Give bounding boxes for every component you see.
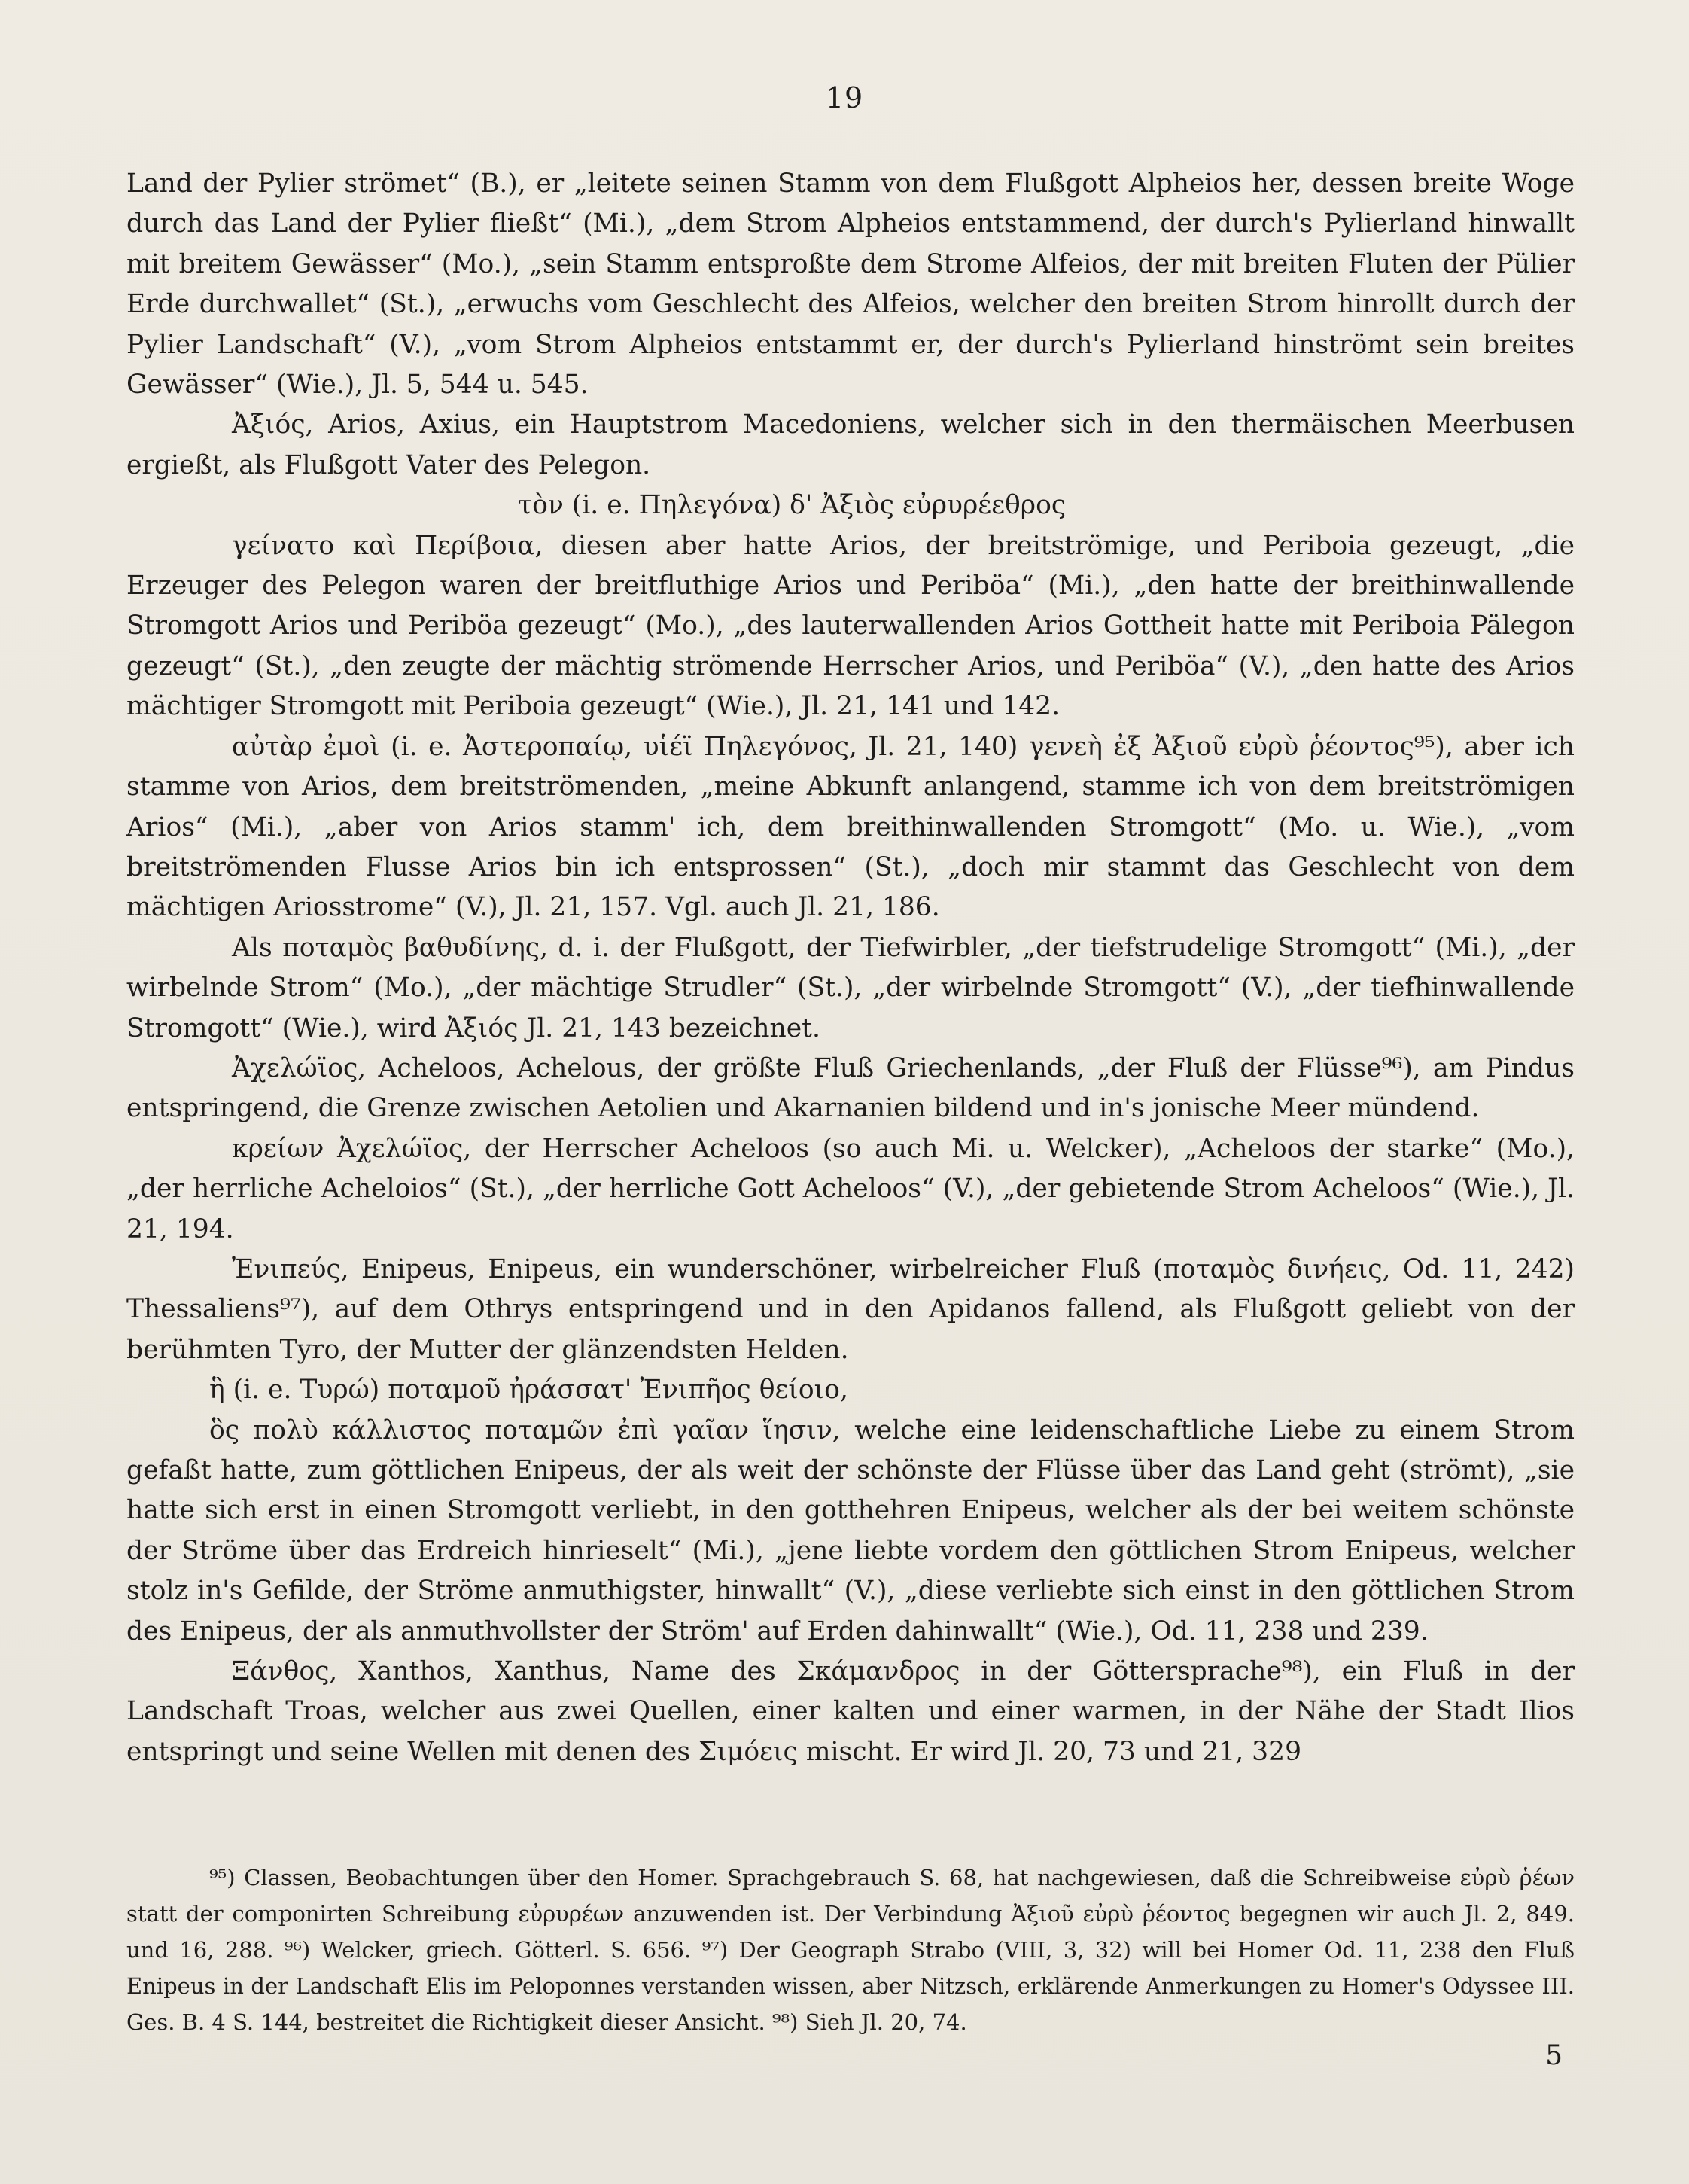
paragraph: γείνατο καὶ Περίβοια, diesen aber hatte Arios, der breitströmige, und Periboia gezeugt, „die Erzeuger des Pelegon waren der breitfluthige Arios und Periböa“ (Mi.), „den hatte der breithinwallende Stromgott Arios und Periböa gezeugt“ (Mo.), „des lauterwallenden Arios Gottheit hatte mit Periboia Pälegon gezeugt“ (St.), „den zeugte der mächtig strömende Herrscher Arios, und Periböa“ (V.), „den hatte des Arios mächtiger Stromgott mit Periboia gezeugt“ (Wie.), Jl. 21, 141 und 142. (126, 530, 1575, 722)
paragraph: Als ποταμὸς βαθυδίνης, d. i. der Flußgott, der Tiefwirbler, „der tiefstrudelige Stromgott“ (Mi.), „der wirbelnde Strom“ (Mo.), „der mächtige Strudler“ (St.), „der wirbelnde Stromgott“ (V.), „der tiefhinwallende Stromgott“ (Wie.), wird Ἀξιός Jl. 21, 143 bezeichnet. (126, 932, 1575, 1043)
paragraph: κρείων Ἀχελώϊος, der Herrscher Acheloos (so auch Mi. u. Welcker), „Acheloos der starke“ (Mo.), „der herrliche Acheloios“ (St.), „der herrliche Gott Acheloos“ (V.), „der gebietende Strom Acheloos“ (Wie.), Jl. 21, 194. (126, 1133, 1575, 1244)
signature-mark: 5 (1545, 2040, 1563, 2071)
greek-verse: τὸν (i. e. Πηλεγόνα) δ' Ἀξιὸς εὐρυρέεθρος (518, 490, 1067, 521)
paragraph: Land der Pylier strömet“ (B.), er „leitete seinen Stamm von dem Flußgott Alpheios her, dessen breite Woge durch das Land der Pylier fließt“ (Mi.), „dem Strom Alpheios entstammend, der durch's Pylierland hinwallt mit breitem Gewässer“ (Mo.), „sein Stamm entsproßte dem Strome Alfeios, der mit breiten Fluten der Pülier Erde durchwallet“ (St.), „erwuchs vom Geschlecht des Alfeios, welcher den breiten Strom hinrollt durch der Pylier Landschaft“ (V.), „vom Strom Alpheios entstammt er, der durch's Pylierland hinströmt sein breites Gewässer“ (Wie.), Jl. 5, 544 u. 545. (126, 169, 1575, 401)
greek-verse: ἣ (i. e. Τυρώ) ποταμοῦ ἠράσσατ' Ἐνιπῆος θείοιο, (209, 1375, 848, 1406)
page-number: 19 (825, 81, 864, 114)
main-text (126, 164, 1575, 1772)
paragraph: Ξάνθος, Xanthos, Xanthus, Name des Σκάμανδρος in der Göttersprache⁹⁸), ein Fluß in der Landschaft Troas, welcher aus zwei Quellen, einer kalten und einer warmen, in der Nähe der Stadt Ilios entspringt und seine Wellen mit denen des Σιμόεις mischt. Er wird Jl. 20, 73 und 21, 329 (126, 1656, 1575, 1767)
footnotes (126, 1860, 1575, 2040)
paragraph: Ἀξιός, Arios, Axius, ein Hauptstrom Macedoniens, welcher sich in den thermäischen Meerbusen ergießt, als Flußgott Vater des Pelegon. (126, 410, 1575, 480)
paragraph: ὃς πολὺ κάλλιστος ποταμῶν ἐπὶ γαῖαν ἵησιν, welche eine leidenschaftliche Liebe zu einem Strom gefaßt hatte, zum göttlichen Enipeus, der als weit der schönste der Flüsse über das Land geht (strömt), „sie hatte sich erst in einen Stromgott verliebt, in den gotthehren Enipeus, welcher als der bei weitem schönste der Ströme über das Erdreich hinrieselt“ (Mi.), „jene liebte vordem den göttlichen Strom Enipeus, welcher stolz in's Gefilde, der Ströme anmuthigster, hinwallt“ (V.), „diese verliebte sich einst in den göttlichen Strom des Enipeus, der als anmuthvollster der Ström' auf Erden dahinwallt“ (Wie.), Od. 11, 238 und 239. (126, 1415, 1575, 1646)
paragraph: Ἀχελώϊος, Acheloos, Achelous, der größte Fluß Griechenlands, „der Fluß der Flüsse⁹⁶), am Pindus entspringend, die Grenze zwischen Aetolien und Akarnanien bildend und in's jonische Meer mündend. (126, 1052, 1575, 1124)
footnote-text: ⁹⁵) Classen, Beobachtungen über den Homer. Sprachgebrauch S. 68, hat nachgewiesen, daß die Schreibweise εὐρὺ ῥέων statt der componirten Schreibung εὐρυρέων anzuwenden ist. Der Verbindung Ἀξιοῦ εὐρὺ ῥέοντος begegnen wir auch Jl. 2, 849. und 16, 288. ⁹⁶) Welcker, griech. Götterl. S. 656. ⁹⁷) Der Geograph Strabo (VIII, 3, 32) will bei Homer Od. 11, 238 den Fluß Enipeus in der Landschaft Elis im Peloponnes verstanden wissen, aber Nitzsch, erklärende Anmerkungen zu Homer's Odyssee III. Ges. B. 4 S. 144, bestreitet die Richtigkeit dieser Ansicht. ⁹⁸) Sieh Jl. 20, 74. (126, 1865, 1575, 2035)
paragraph: Ἐνιπεύς, Enipeus, Enipeus, ein wunderschöner, wirbelreicher Fluß (ποταμὸς δινήεις, Od. 11, 242) Thessaliens⁹⁷), auf dem Othrys entspringend und in den Apidanos fallend, als Flußgott geliebt von der berühmten Tyro, der Mutter der glänzendsten Helden. (126, 1253, 1575, 1365)
paragraph: αὐτὰρ ἐμοὶ (i. e. Ἀστεροπαίῳ, υἱέϊ Πηλεγόνος, Jl. 21, 140) γενεὴ ἐξ Ἀξιοῦ εὐρὺ ῥέοντος⁹⁵), aber ich stamme von Arios, dem breitströmenden, „meine Abkunft anlangend, stamme ich von dem breitströmigen Arios“ (Mi.), „aber von Arios stamm' ich, dem breithinwallenden Stromgott“ (Mo. u. Wie.), „vom breitströmenden Flusse Arios bin ich entsprossen“ (St.), „doch mir stammt das Geschlecht von dem mächtigen Ariosstrome“ (V.), Jl. 21, 157. Vgl. auch Jl. 21, 186. (126, 731, 1575, 923)
